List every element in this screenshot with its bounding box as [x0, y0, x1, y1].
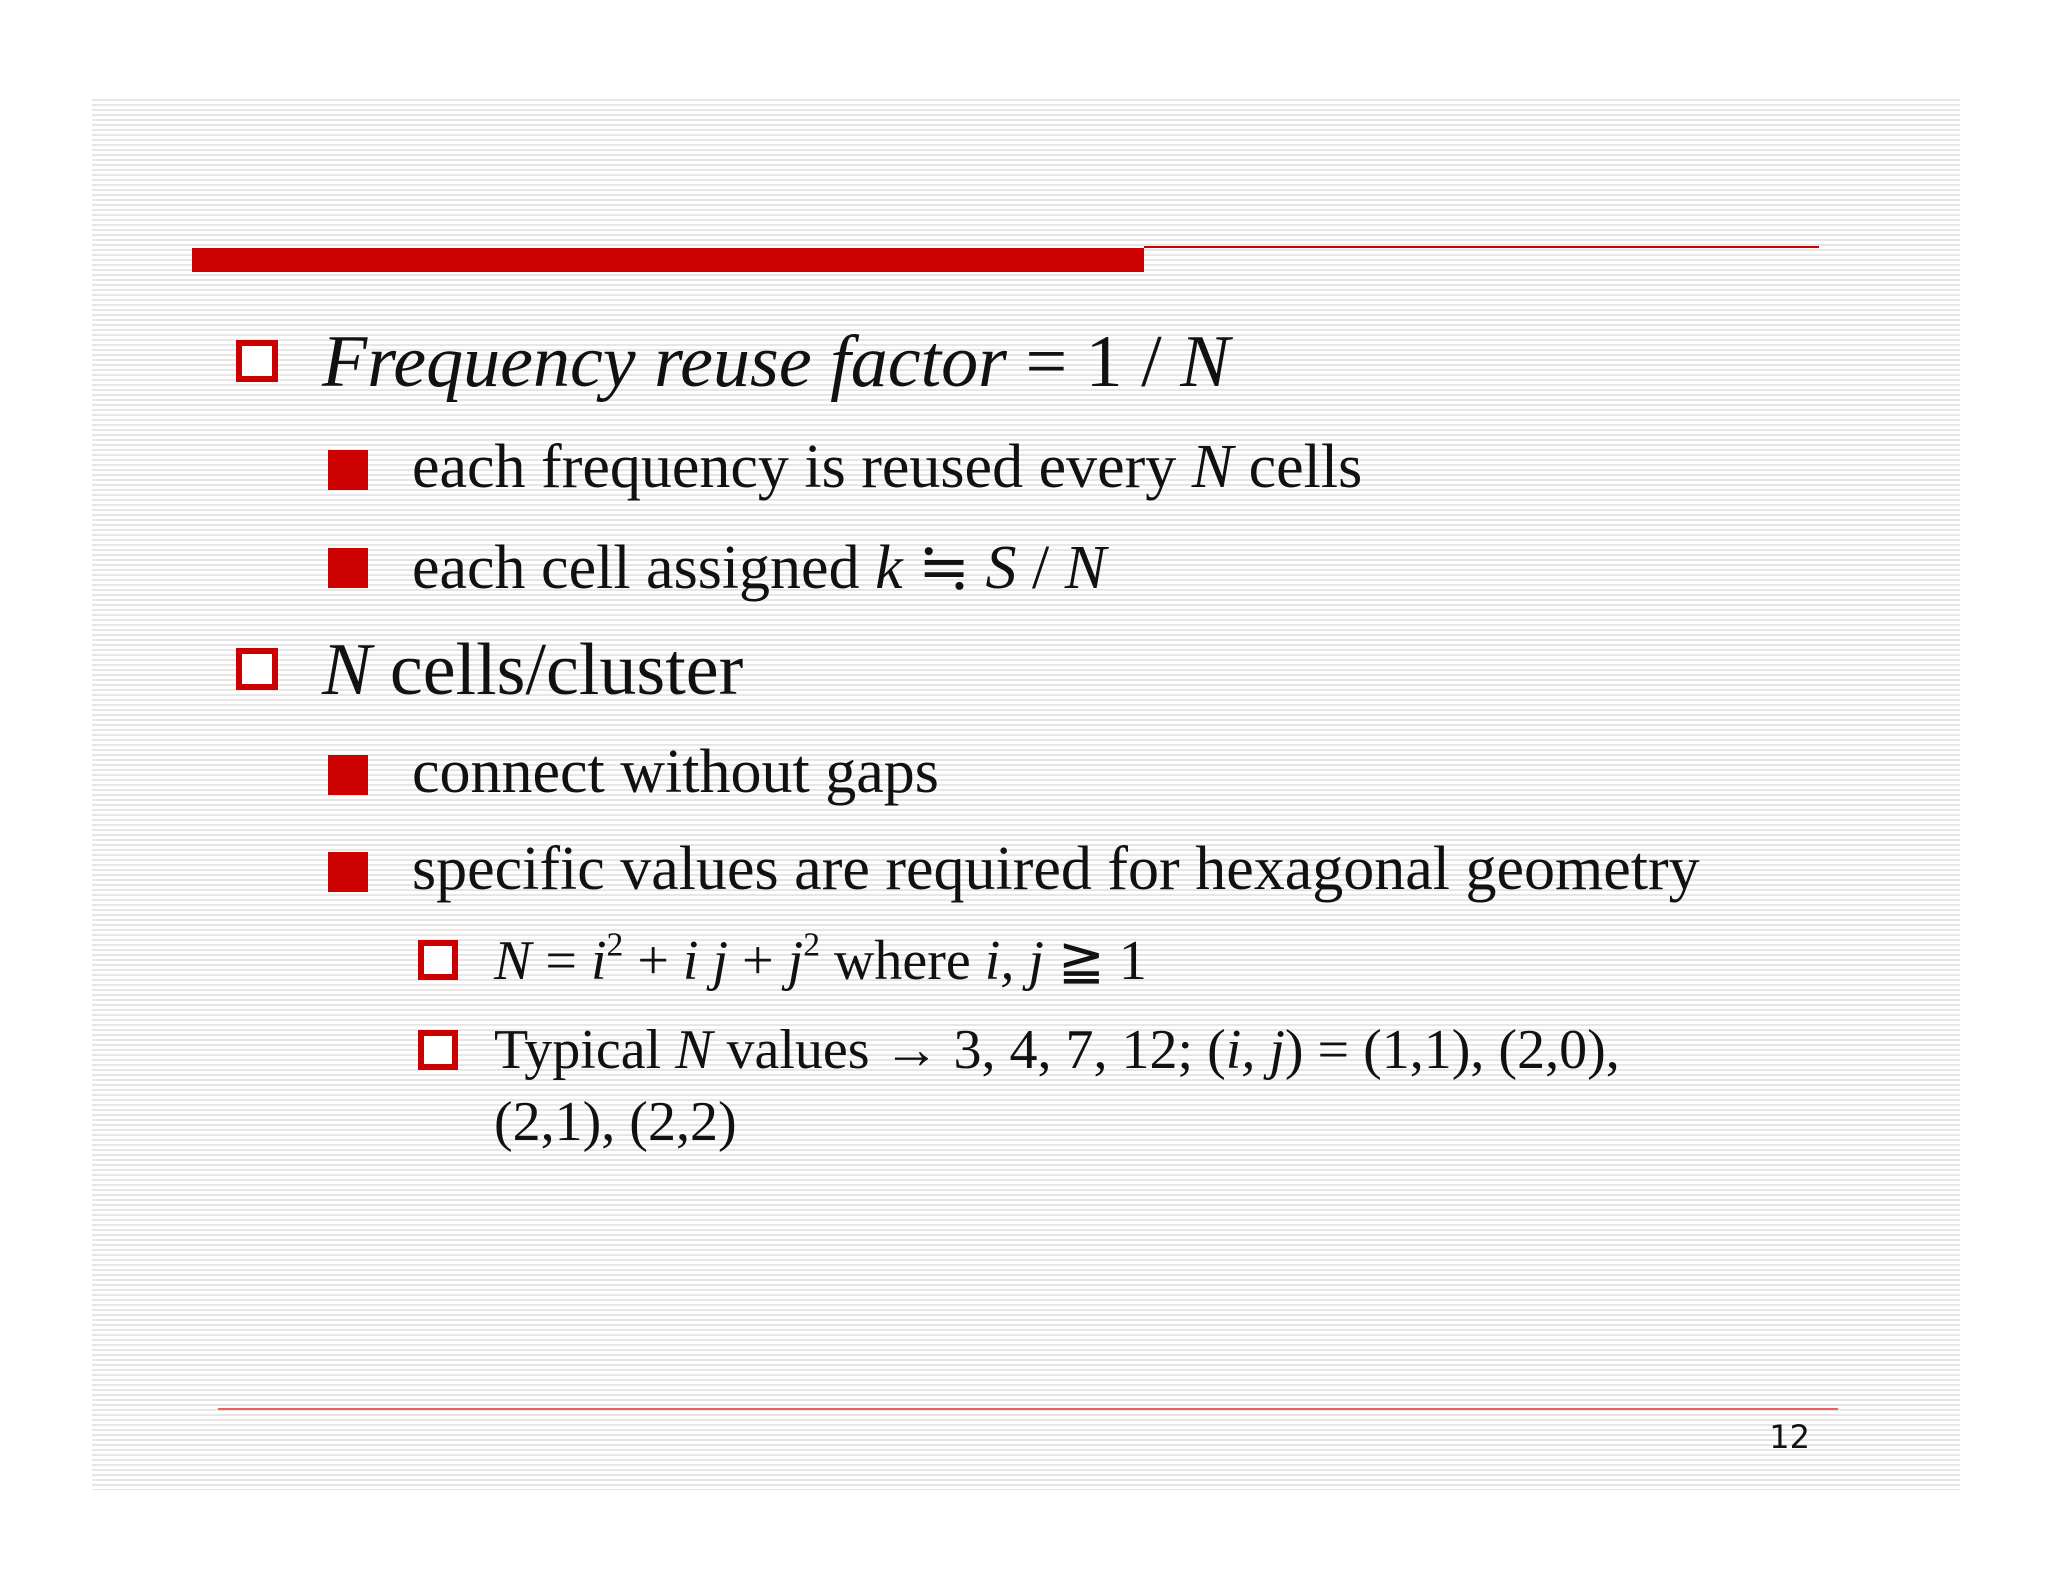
filled-square-bullet-icon [328, 755, 368, 795]
filled-square-bullet-icon [328, 450, 368, 490]
text: ) = (1,1), (2,0), [1284, 1019, 1620, 1081]
term-frequency-reuse-factor: Frequency reuse factor [322, 321, 1007, 403]
text: cells [1233, 433, 1363, 501]
page-number: 12 [1769, 1418, 1810, 1456]
bullet-formula [494, 928, 1147, 993]
exponent: 2 [803, 926, 820, 964]
var-n: N [675, 1019, 713, 1081]
equation-rest: = 1 / [1006, 321, 1181, 403]
title-bar-thin [1144, 246, 1819, 248]
var-n: N [494, 930, 532, 992]
hollow-square-bullet-icon [418, 940, 458, 980]
var-s: S [985, 534, 1017, 602]
bullet-specific-values: specific values are required for hexagonal geometry [412, 835, 1700, 903]
hollow-square-bullet-icon [418, 1030, 458, 1070]
bullet-cell-assigned [412, 530, 1106, 604]
slide [92, 96, 1960, 1490]
var-ij: i j [682, 930, 729, 992]
text: values → 3, 4, 7, 12; ( [712, 1019, 1226, 1081]
hollow-square-bullet-icon [236, 340, 278, 382]
text: each cell assigned [412, 534, 876, 602]
bullet-cells-cluster [322, 628, 743, 713]
bullet-reused-every [412, 432, 1362, 503]
hollow-square-bullet-icon [236, 648, 278, 690]
var-k: k [875, 534, 903, 602]
approx-symbol: ≒ [902, 534, 986, 602]
text: cells/cluster [371, 629, 744, 711]
bullet-connect-without-gaps: connect without gaps [412, 738, 939, 806]
var-i: i [590, 930, 607, 992]
text: Typical [494, 1019, 676, 1081]
bullet-frequency-reuse [322, 320, 1230, 405]
bullet-typical-values-line2: (2,1), (2,2) [494, 1091, 737, 1153]
var-n: N [1180, 321, 1230, 403]
text: / [1016, 534, 1065, 602]
text: where [819, 930, 985, 992]
text: = [531, 930, 591, 992]
var-ij: i, j [1225, 1019, 1285, 1081]
var-n: N [1191, 433, 1234, 501]
exponent: 2 [606, 926, 624, 964]
title-bar-thick [192, 248, 1144, 272]
text: ≧ 1 [1043, 930, 1147, 992]
var-j: j [787, 930, 804, 992]
footer-line [218, 1408, 1838, 1410]
bullet-typical-values [494, 1018, 1620, 1082]
text: + [728, 930, 788, 992]
var-ij: i, j [984, 930, 1044, 992]
var-n: N [1064, 534, 1107, 602]
text: + [623, 930, 683, 992]
filled-square-bullet-icon [328, 548, 368, 588]
var-n: N [322, 629, 372, 711]
text: each frequency is reused every [412, 433, 1192, 501]
filled-square-bullet-icon [328, 852, 368, 892]
